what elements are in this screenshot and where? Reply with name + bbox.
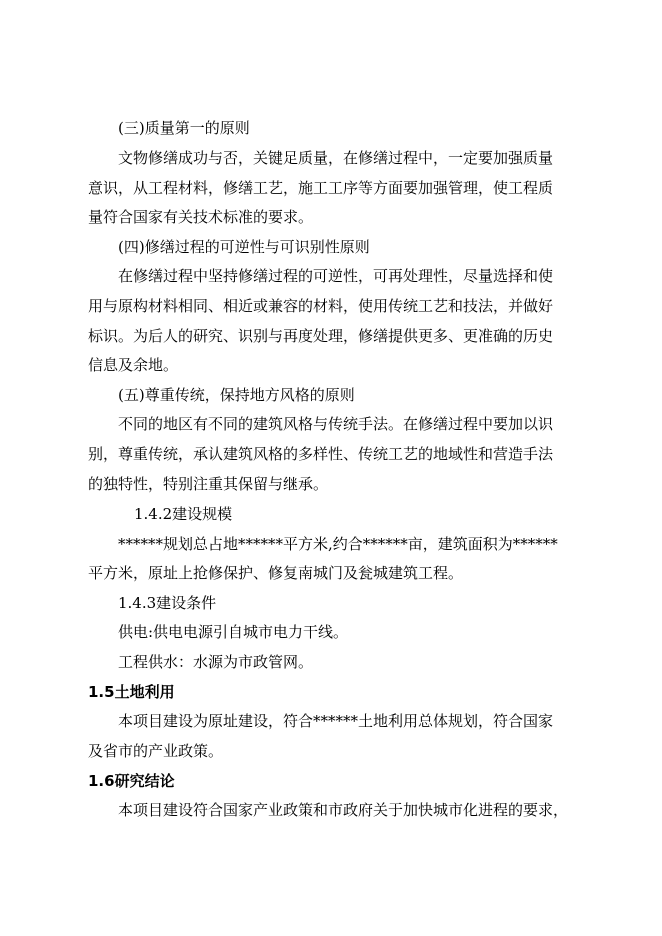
chapter-heading: 1.5土地利用 <box>88 683 175 701</box>
subsection-heading: 1.4.2建设规模 <box>134 505 233 523</box>
paragraph-line: 平方米，原址上抢修保护、修复南城门及瓮城建筑工程。 <box>88 564 464 582</box>
paragraph-line: 文物修缮成功与否，关键足质量，在修缮过程中，一定要加强质量 <box>118 149 554 167</box>
paragraph-line: 意识，从工程材料，修缮工艺，施工工序等方面要加强管理，使工程质 <box>88 179 554 197</box>
paragraph-line: 的独特性，特别注重其保留与继承。 <box>88 475 329 493</box>
paragraph-line: 标识。为后人的研究、识别与再度处理，修缮提供更多、更准确的历史 <box>88 327 554 345</box>
paragraph-line: 及省市的产业政策。 <box>88 742 224 760</box>
paragraph-line: 信息及余地。 <box>88 356 179 374</box>
paragraph-line: 量符合国家有关技术标准的要求。 <box>88 208 314 226</box>
paragraph-line: 本项目建设符合国家产业政策和市政府关于加快城市化进程的要求， <box>118 801 569 819</box>
subsection-heading: 1.4.3建设条件 <box>118 594 217 612</box>
paragraph-line: 用与原构材料相同、相近或兼容的材料，使用传统工艺和技法，并做好 <box>88 297 554 315</box>
paragraph-line: 供电:供电电源引自城市电力干线。 <box>118 623 349 641</box>
paragraph-line: 本项目建设为原址建设，符合******土地利用总体规划，符合国家 <box>118 712 554 730</box>
paragraph-line: 不同的地区有不同的建筑风格与传统手法。在修缮过程中要加以识 <box>118 415 554 433</box>
section-heading: (四)修缮过程的可逆性与可识别性原则 <box>118 238 370 256</box>
section-heading: (三)质量第一的原则 <box>118 119 250 137</box>
paragraph-line: 在修缮过程中坚持修缮过程的可逆性，可再处理性，尽量选择和使 <box>118 267 554 285</box>
paragraph-line: 工程供水：水源为市政管网。 <box>118 653 314 671</box>
paragraph-line: 别，尊重传统，承认建筑风格的多样性、传统工艺的地域性和营造手法 <box>88 445 554 463</box>
section-heading: (五)尊重传统，保持地方风格的原则 <box>118 386 355 404</box>
chapter-heading: 1.6研究结论 <box>88 772 175 790</box>
paragraph-line: ******规划总占地******平方米,约合******亩，建筑面积为****** <box>118 535 558 553</box>
